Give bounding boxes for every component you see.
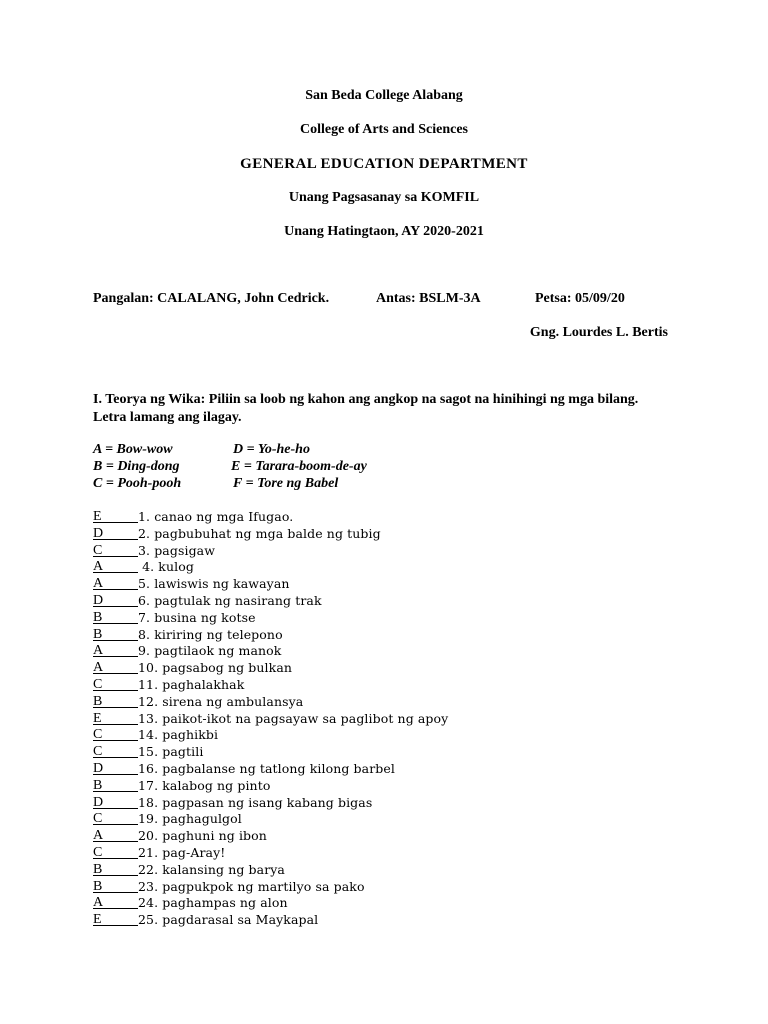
legend-item-a: A = Bow-wow	[93, 442, 173, 457]
answer-item-text: 11. paghalakhak	[138, 676, 245, 692]
answer-item	[93, 727, 653, 744]
answer-item-text: 18. pagpasan ng isang kabang bigas	[138, 794, 373, 810]
answer-letter: C	[93, 844, 103, 860]
legend-item-f: F = Tore ng Babel	[233, 476, 339, 491]
answer-blank[interactable]	[93, 610, 138, 624]
answer-item-text: 14. paghikbi	[138, 727, 219, 743]
college-name: College of Arts and Sciences	[300, 122, 468, 137]
answer-item-text: 2. pagbubuhat ng mga balde ng tubig	[138, 525, 381, 541]
term-label: Unang Hatingtaon, AY 2020-2021	[284, 224, 484, 239]
answer-letter: C	[93, 542, 103, 558]
student-level: Antas: BSLM-3A	[376, 291, 481, 306]
answer-item-text: 1. canao ng mga Ifugao.	[138, 509, 294, 524]
answer-blank[interactable]	[93, 828, 138, 842]
answer-item-text: 7. busina ng kotse	[138, 609, 256, 625]
answer-letter: A	[93, 828, 104, 844]
school-name: San Beda College Alabang	[305, 88, 463, 103]
department-name: GENERAL EDUCATION DEPARTMENT	[240, 156, 528, 172]
answer-letter: E	[93, 912, 102, 928]
answer-item	[93, 610, 653, 627]
answer-item	[93, 694, 653, 711]
answer-blank[interactable]	[93, 778, 138, 792]
answer-blank[interactable]	[93, 727, 138, 741]
submission-date: Petsa: 05/09/20	[535, 291, 625, 306]
answer-blank[interactable]	[93, 811, 138, 825]
answer-letter: C	[93, 676, 103, 692]
answer-item-text: 3. pagsigaw	[138, 542, 216, 558]
answer-item	[93, 761, 653, 778]
answer-item	[93, 711, 653, 728]
answer-item-text: 22. kalansing ng barya	[138, 861, 285, 877]
answer-item-text: 5. lawiswis ng kawayan	[138, 576, 290, 592]
answer-blank[interactable]	[93, 576, 138, 590]
answer-blank[interactable]	[93, 643, 138, 657]
answer-letter: A	[93, 559, 104, 575]
answer-item-text: 23. pagpukpok ng martilyo sa pako	[138, 878, 365, 894]
answer-item-text: 13. paikot-ikot na pagsayaw sa paglibot ng apoy	[138, 710, 449, 726]
answer-blank[interactable]	[93, 660, 138, 674]
answer-blank[interactable]	[93, 677, 138, 691]
answer-letter: C	[93, 811, 103, 827]
answer-item-text: 21. pag-Aray!	[138, 844, 226, 860]
answer-letter: A	[93, 643, 104, 659]
answer-list	[93, 509, 653, 929]
answer-item	[93, 543, 653, 560]
legend-item-b: B = Ding-dong	[93, 459, 180, 474]
answer-blank[interactable]	[93, 526, 138, 540]
answer-item	[93, 895, 653, 912]
answer-blank[interactable]	[93, 694, 138, 708]
answer-blank[interactable]	[93, 593, 138, 607]
answer-blank[interactable]	[93, 509, 138, 523]
answer-item	[93, 744, 653, 761]
answer-item	[93, 593, 653, 610]
answer-letter: E	[93, 710, 102, 726]
answer-item-text: 25. pagdarasal sa Maykapal	[138, 912, 319, 928]
answer-letter: C	[93, 727, 103, 743]
answer-letter: A	[93, 895, 104, 911]
exercise-title: Unang Pagsasanay sa KOMFIL	[288, 190, 480, 205]
answer-item-text: 12. sirena ng ambulansya	[138, 693, 304, 709]
answer-item	[93, 526, 653, 543]
answer-item	[93, 912, 653, 929]
answer-blank[interactable]	[93, 862, 138, 876]
answer-item-text: 4. kulog	[138, 559, 194, 575]
answer-letter: B	[93, 878, 103, 894]
answer-blank[interactable]	[93, 744, 138, 758]
answer-letter: B	[93, 777, 103, 793]
answer-blank[interactable]	[93, 879, 138, 893]
answer-item	[93, 627, 653, 644]
answer-letter: D	[93, 760, 104, 776]
answer-item	[93, 862, 653, 879]
answer-item	[93, 559, 653, 576]
answer-item	[93, 509, 653, 526]
answer-item-text: 15. pagtili	[138, 744, 204, 760]
answer-letter: D	[93, 592, 104, 608]
section-instructions: I. Teorya ng Wika: Piliin sa loob ng kahon ang angkop na sagot na hinihingi ng mga bilang. Letra lamang ang ilagay.	[93, 392, 639, 425]
answer-letter: D	[93, 794, 104, 810]
legend-item-c: C = Pooh-pooh	[93, 476, 182, 491]
answer-blank[interactable]	[93, 711, 138, 725]
answer-item	[93, 643, 653, 660]
answer-letter: D	[93, 525, 104, 541]
answer-letter: B	[93, 861, 103, 877]
answer-item-text: 9. pagtilaok ng manok	[138, 643, 282, 659]
answer-item	[93, 828, 653, 845]
answer-item	[93, 795, 653, 812]
answer-blank[interactable]	[93, 795, 138, 809]
answer-item-text: 16. pagbalanse ng tatlong kilong barbel	[138, 760, 395, 776]
answer-item-text: 6. pagtulak ng nasirang trak	[138, 592, 322, 608]
answer-blank[interactable]	[93, 845, 138, 859]
answer-item	[93, 677, 653, 694]
answer-item	[93, 778, 653, 795]
answer-letter: B	[93, 609, 103, 625]
answer-blank[interactable]	[93, 559, 138, 573]
answer-blank[interactable]	[93, 912, 138, 926]
answer-blank[interactable]	[93, 627, 138, 641]
answer-item-text: 8. kiriring ng telepono	[138, 626, 283, 642]
answer-letter: C	[93, 744, 103, 760]
answer-letter: B	[93, 693, 103, 709]
answer-item-text: 10. pagsabog ng bulkan	[138, 660, 293, 676]
answer-item	[93, 576, 653, 593]
answer-blank[interactable]	[93, 761, 138, 775]
answer-letter: A	[93, 576, 104, 592]
answer-item-text: 19. paghagulgol	[138, 811, 242, 827]
student-name: Pangalan: CALALANG, John Cedrick.	[93, 291, 330, 306]
legend-item-e: E = Tarara-boom-de-ay	[231, 459, 367, 474]
answer-item	[93, 811, 653, 828]
answer-item-text: 24. paghampas ng alon	[138, 895, 288, 911]
legend-item-d: D = Yo-he-ho	[233, 442, 310, 457]
answer-item	[93, 845, 653, 862]
answer-blank[interactable]	[93, 895, 138, 909]
answer-item	[93, 660, 653, 677]
answer-letter: A	[93, 660, 104, 676]
answer-letter: E	[93, 509, 102, 524]
answer-item	[93, 879, 653, 896]
teacher-name: Gng. Lourdes L. Bertis	[529, 325, 668, 340]
answer-blank[interactable]	[93, 543, 138, 557]
answer-key-legend	[93, 441, 493, 501]
answer-item-text: 20. paghuni ng ibon	[138, 828, 267, 844]
answer-item-text: 17. kalabog ng pinto	[138, 777, 271, 793]
answer-letter: B	[93, 626, 103, 642]
